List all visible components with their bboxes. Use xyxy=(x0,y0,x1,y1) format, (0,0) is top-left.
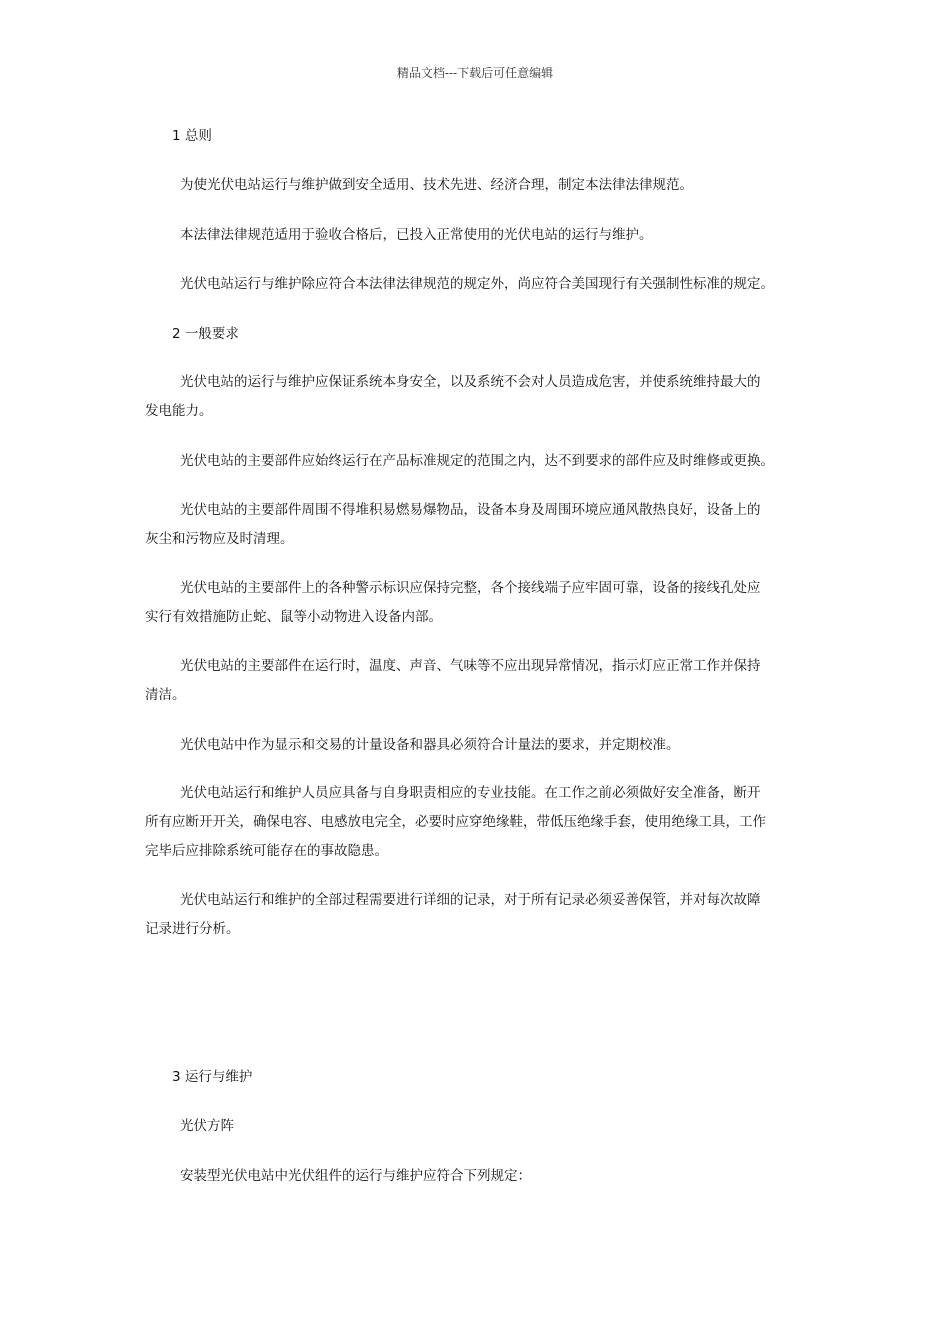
section-1-heading: 1 总则 xyxy=(172,128,212,144)
section-2-paragraph-7-line-1: 光伏电站运行和维护人员应具备与自身职责相应的专业技能。在工作之前必须做好安全准备，断开 xyxy=(180,785,761,801)
section-2-paragraph-3-line-1: 光伏电站的主要部件周围不得堆积易燃易爆物品，设备本身及周围环境应通风散热良好，设备上的 xyxy=(180,502,761,518)
section-2-paragraph-8-line-1: 光伏电站运行和维护的全部过程需要进行详细的记录，对于所有记录必须妥善保管，并对每次故障 xyxy=(180,892,761,908)
section-3-heading: 3 运行与维护 xyxy=(172,1069,253,1085)
section-2-paragraph-3-line-2: 灰尘和污物应及时清理。 xyxy=(145,531,294,547)
section-1-paragraph-3: 光伏电站运行与维护除应符合本法律法律规范的规定外，尚应符合美国现行有关强制性标准的规定。 xyxy=(180,276,774,292)
section-2-paragraph-1-line-1: 光伏电站的运行与维护应保证系统本身安全，以及系统不会对人员造成危害，并使系统维持最大的 xyxy=(180,374,761,390)
section-1-paragraph-1: 为使光伏电站运行与维护做到安全适用、技术先进、经济合理，制定本法律法律规范。 xyxy=(180,177,693,193)
section-2-paragraph-1-line-2: 发电能力。 xyxy=(145,403,213,419)
page-header: 精品文档---下载后可任意编辑 xyxy=(396,66,554,80)
section-2-paragraph-4-line-2: 实行有效措施防止蛇、鼠等小动物进入设备内部。 xyxy=(145,609,442,625)
section-2-paragraph-5-line-1: 光伏电站的主要部件在运行时，温度、声音、气味等不应出现异常情况，指示灯应正常工作并保持 xyxy=(180,658,761,674)
section-1-paragraph-2: 本法律法律规范适用于验收合格后，已投入正常使用的光伏电站的运行与维护。 xyxy=(180,227,653,243)
section-2-heading: 2 一般要求 xyxy=(172,326,239,342)
section-2-paragraph-5-line-2: 清洁。 xyxy=(145,687,186,703)
section-2-paragraph-2: 光伏电站的主要部件应始终运行在产品标准规定的范围之内，达不到要求的部件应及时维修或更换。 xyxy=(180,453,774,469)
section-2-paragraph-4-line-1: 光伏电站的主要部件上的各种警示标识应保持完整，各个接线端子应牢固可靠，设备的接线孔处应 xyxy=(180,580,761,596)
section-2-paragraph-6: 光伏电站中作为显示和交易的计量设备和器具必须符合计量法的要求，并定期校准。 xyxy=(180,737,680,753)
section-2-paragraph-7-line-2: 所有应断开开关，确保电容、电感放电完全，必要时应穿绝缘鞋，带低压绝缘手套，使用绝缘工具，工作 xyxy=(145,814,766,830)
section-3-subheading: 光伏方阵 xyxy=(180,1118,234,1134)
section-2-paragraph-7-line-3: 完毕后应排除系统可能存在的事故隐患。 xyxy=(145,843,388,859)
section-3-paragraph-1: 安装型光伏电站中光伏组件的运行与维护应符合下列规定： xyxy=(180,1168,531,1184)
section-2-paragraph-8-line-2: 记录进行分析。 xyxy=(145,921,240,937)
